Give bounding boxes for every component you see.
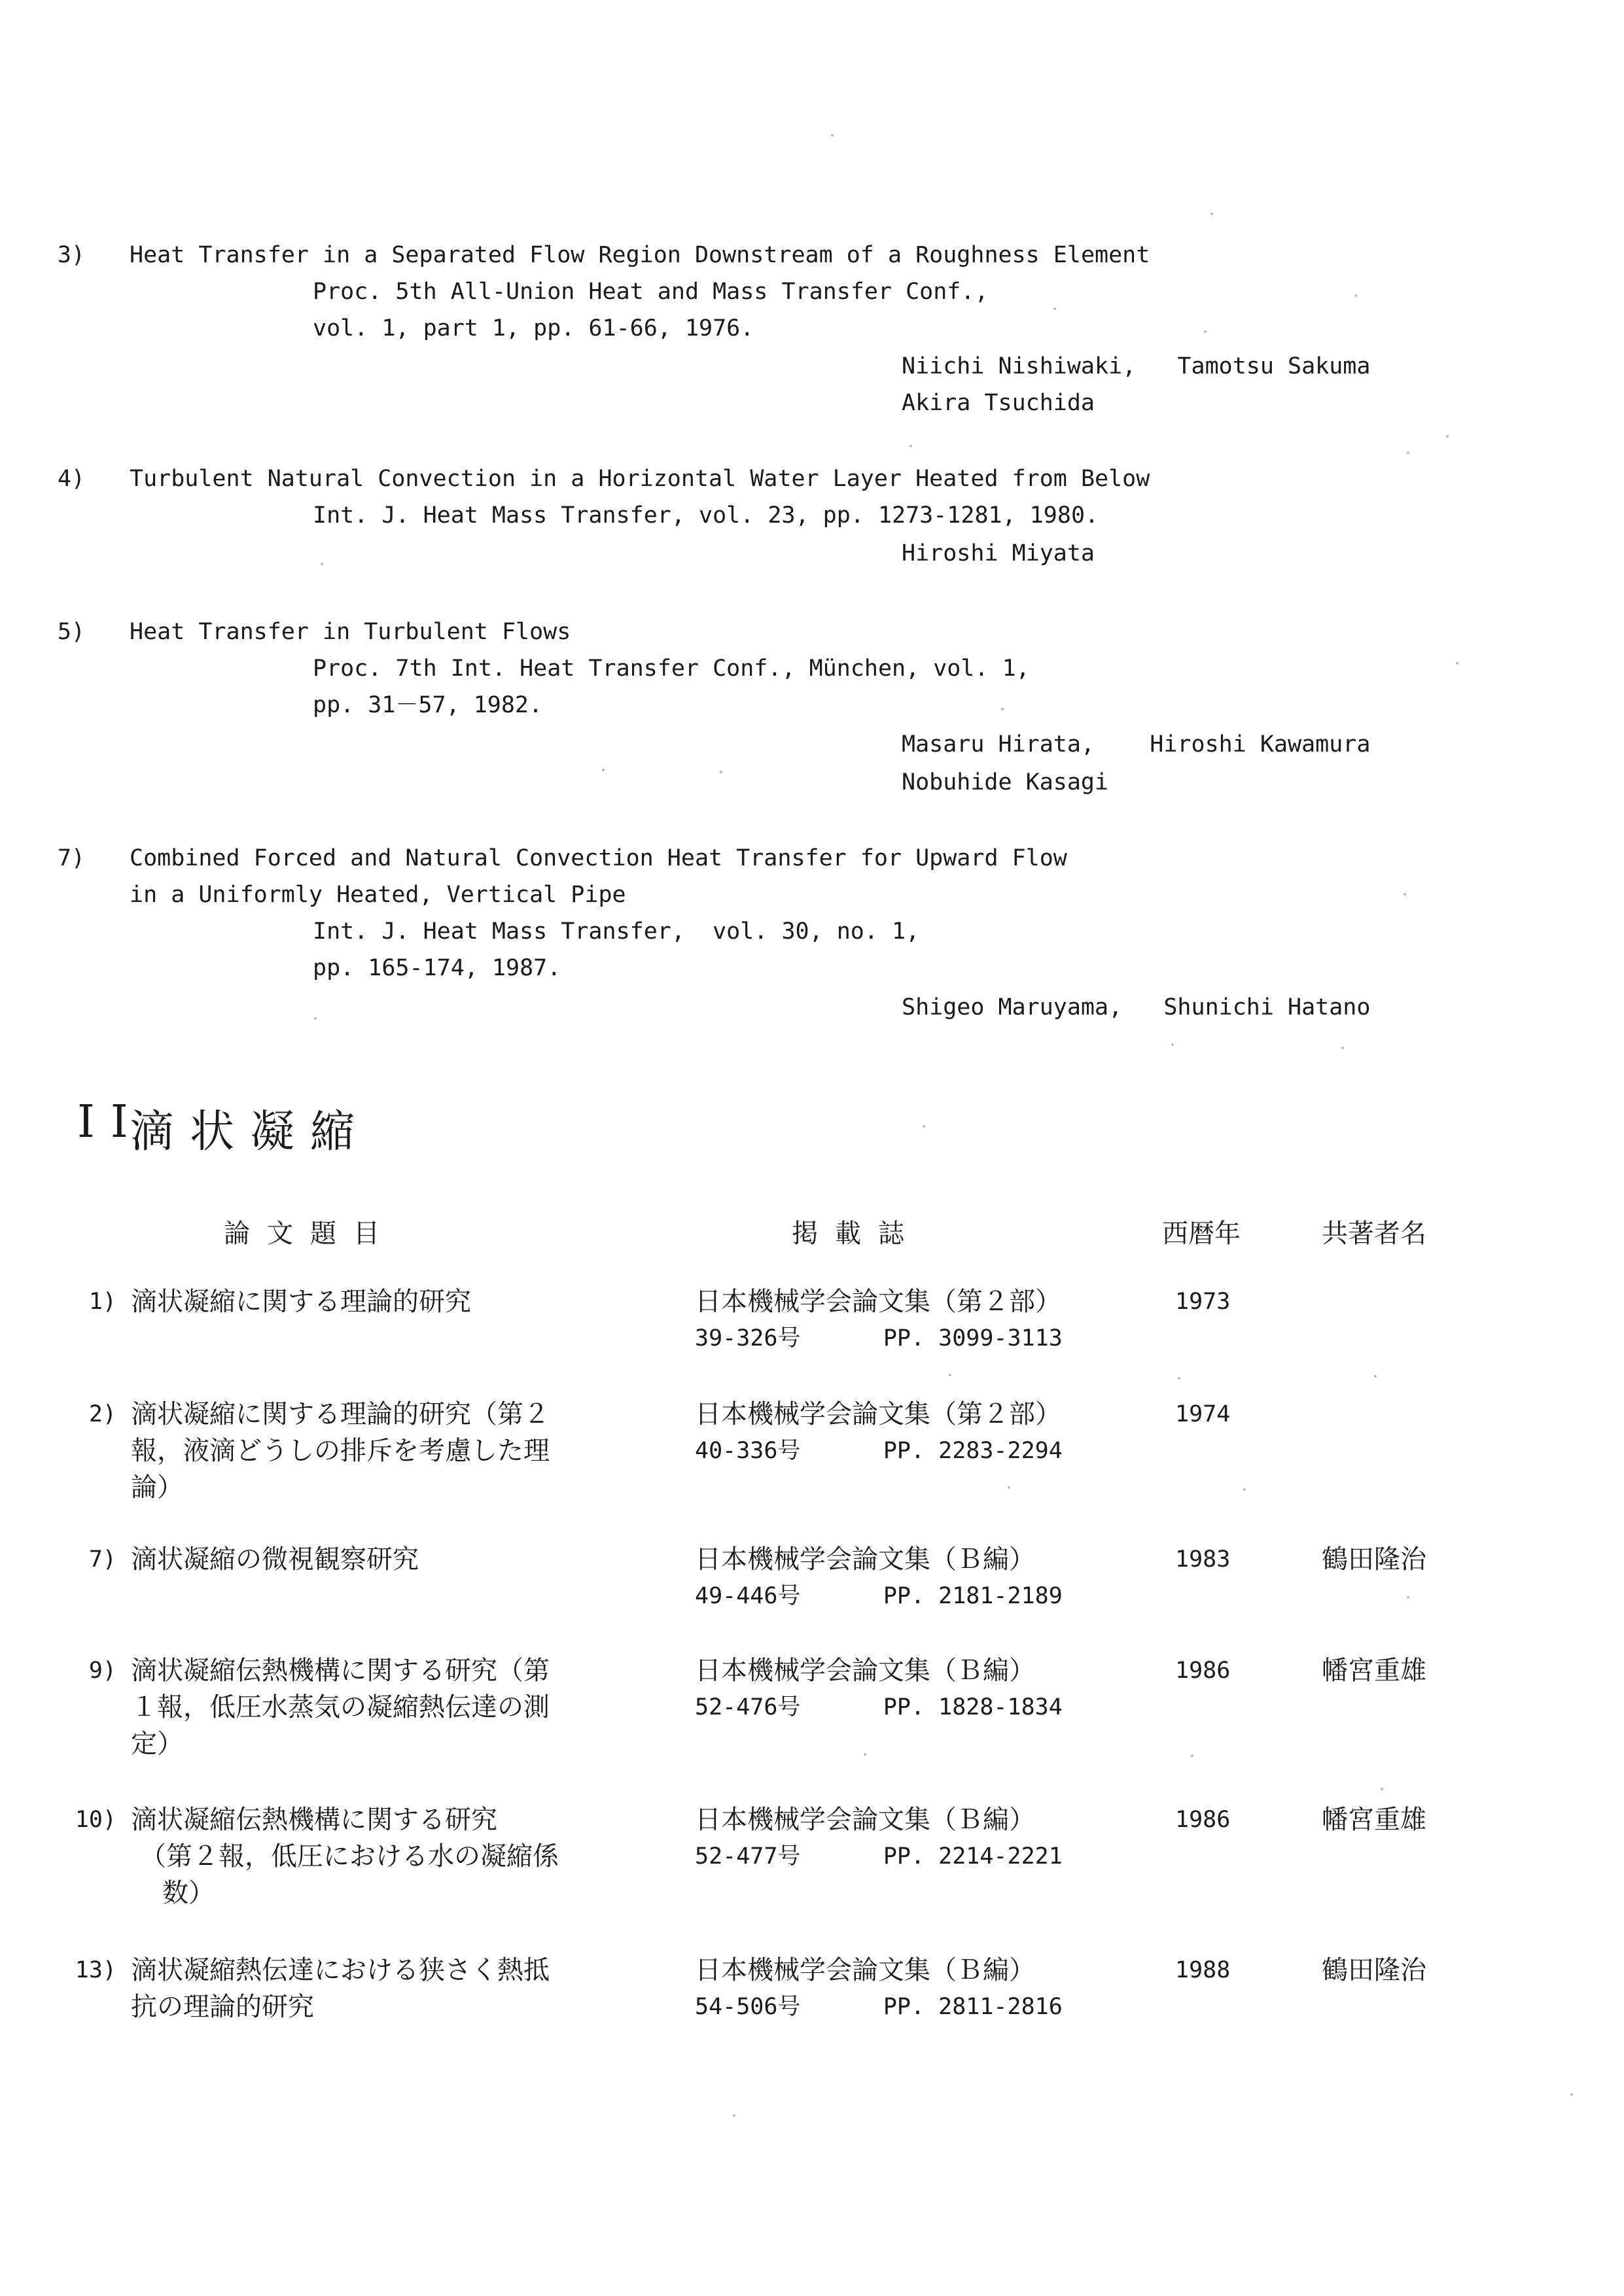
reference-number: 5) xyxy=(57,619,85,645)
reference-source: vol. 1, part 1, pp. 61-66, 1976. xyxy=(313,315,754,341)
reference-title: Turbulent Natural Convection in a Horizontal Water Layer Heated from Below xyxy=(130,466,1150,492)
reference-title: 滴状凝縮熱伝達における狭さく熱抵 xyxy=(131,1955,550,1985)
reference-title: 滴状凝縮に関する理論的研究（第２ xyxy=(131,1399,550,1429)
reference-number: 13) xyxy=(75,1957,116,1983)
scan-speck xyxy=(1407,1596,1409,1599)
reference-title: in a Uniformly Heated, Vertical Pipe xyxy=(130,882,626,908)
reference-authors: Nobuhide Kasagi xyxy=(902,769,1109,795)
reference-title: 論） xyxy=(131,1472,183,1503)
reference-journal-detail: 52-476号 PP. 1828-1834 xyxy=(695,1694,1063,1720)
scan-speck xyxy=(923,1125,925,1128)
section-title: 滴状凝縮 xyxy=(130,1106,371,1158)
reference-coauthor: 鶴田隆治 xyxy=(1322,1955,1426,1985)
scan-speck xyxy=(1008,1486,1010,1489)
reference-number: 4) xyxy=(57,466,85,492)
column-header-year: 西暦年 xyxy=(1162,1219,1241,1249)
reference-title: 数） xyxy=(162,1878,215,1908)
reference-number: 7) xyxy=(88,1546,116,1573)
reference-title: 滴状凝縮の微視観察研究 xyxy=(131,1544,419,1574)
section-number: II xyxy=(77,1096,144,1148)
reference-authors: Niichi Nishiwaki, Tamotsu Sakuma xyxy=(902,353,1371,379)
reference-authors: Shigeo Maruyama, Shunichi Hatano xyxy=(902,994,1371,1020)
reference-source: pp. 31－57, 1982. xyxy=(313,692,543,718)
reference-coauthor: 鶴田隆治 xyxy=(1322,1544,1426,1574)
reference-title: （第２報，低圧における水の凝縮係 xyxy=(140,1841,559,1871)
reference-title: 滴状凝縮伝熱機構に関する研究（第 xyxy=(131,1656,550,1686)
reference-coauthor: 幡宮重雄 xyxy=(1322,1656,1426,1686)
reference-journal-detail: 52-477号 PP. 2214-2221 xyxy=(695,1843,1063,1870)
scan-speck xyxy=(1354,294,1357,297)
column-header-journal: 掲載誌 xyxy=(792,1219,921,1249)
reference-source: Proc. 7th Int. Heat Transfer Conf., München, vol. 1, xyxy=(313,655,1030,682)
reference-year: 1986 xyxy=(1175,1807,1231,1833)
scan-speck xyxy=(1243,1488,1246,1491)
column-header-coauthors: 共著者名 xyxy=(1322,1219,1426,1249)
scan-speck xyxy=(1191,1754,1193,1757)
reference-journal-detail: 39-326号 PP. 3099-3113 xyxy=(695,1325,1063,1351)
reference-title: Heat Transfer in Turbulent Flows xyxy=(130,619,571,645)
reference-title: １報，低圧水蒸気の凝縮熱伝達の測 xyxy=(131,1692,550,1722)
reference-coauthor: 幡宮重雄 xyxy=(1322,1805,1426,1835)
scan-speck xyxy=(314,1017,317,1020)
reference-source: Int. J. Heat Mass Transfer, vol. 23, pp. 1273-1281, 1980. xyxy=(313,502,1099,529)
reference-journal-detail: 40-336号 PP. 2283-2294 xyxy=(695,1438,1063,1464)
reference-title: 滴状凝縮伝熱機構に関する研究 xyxy=(131,1805,497,1835)
scan-speck xyxy=(949,1374,951,1376)
reference-year: 1986 xyxy=(1175,1658,1231,1684)
reference-title: 定） xyxy=(131,1729,183,1759)
scan-speck xyxy=(864,1753,866,1756)
reference-number: 1) xyxy=(88,1289,116,1315)
scan-speck xyxy=(602,769,605,771)
scan-speck xyxy=(1446,435,1449,438)
reference-year: 1988 xyxy=(1175,1957,1231,1983)
reference-authors: Akira Tsuchida xyxy=(902,390,1095,416)
column-header-title: 論文題目 xyxy=(224,1219,397,1249)
reference-title: 滴状凝縮に関する理論的研究 xyxy=(131,1287,471,1317)
reference-journal-detail: 54-506号 PP. 2811-2816 xyxy=(695,1994,1063,2020)
scan-speck xyxy=(1570,2093,1573,2096)
reference-title: Heat Transfer in a Separated Flow Region Downstream of a Roughness Element xyxy=(130,242,1150,268)
reference-journal: 日本機械学会論文集（第２部） xyxy=(695,1399,1061,1429)
scan-speck xyxy=(1403,893,1406,896)
reference-number: 2) xyxy=(88,1401,116,1427)
reference-journal: 日本機械学会論文集（Ｂ編） xyxy=(695,1656,1035,1686)
reference-number: 9) xyxy=(88,1658,116,1684)
reference-source: Proc. 5th All-Union Heat and Mass Transfer Conf., xyxy=(313,279,989,305)
scan-speck xyxy=(1053,307,1056,310)
reference-number: 3) xyxy=(57,242,85,268)
reference-source: Int. J. Heat Mass Transfer, vol. 30, no. 1, xyxy=(313,918,920,945)
scan-speck xyxy=(1456,662,1458,665)
reference-number: 10) xyxy=(75,1807,116,1833)
scan-speck xyxy=(1210,213,1213,215)
reference-journal: 日本機械学会論文集（Ｂ編） xyxy=(695,1544,1035,1574)
reference-source: pp. 165-174, 1987. xyxy=(313,955,561,981)
scan-speck xyxy=(321,563,323,565)
reference-title: 報，液滴どうしの排斥を考慮した理 xyxy=(131,1436,550,1466)
reference-journal: 日本機械学会論文集（Ｂ編） xyxy=(695,1805,1035,1835)
reference-year: 1973 xyxy=(1175,1289,1231,1315)
scan-speck xyxy=(909,445,912,447)
scan-speck xyxy=(1381,1788,1383,1790)
scan-speck xyxy=(831,134,834,137)
scan-speck xyxy=(1204,330,1207,333)
reference-authors: Masaru Hirata, Hiroshi Kawamura xyxy=(902,731,1371,757)
scan-speck xyxy=(1171,1043,1174,1046)
scan-speck xyxy=(733,2114,735,2117)
scan-speck xyxy=(1001,708,1004,710)
reference-number: 7) xyxy=(57,845,85,871)
reference-authors: Hiroshi Miyata xyxy=(902,540,1095,566)
reference-journal: 日本機械学会論文集（第２部） xyxy=(695,1287,1061,1317)
reference-journal: 日本機械学会論文集（Ｂ編） xyxy=(695,1955,1035,1985)
reference-year: 1983 xyxy=(1175,1546,1231,1573)
reference-title: Combined Forced and Natural Convection Heat Transfer for Upward Flow xyxy=(130,845,1067,871)
scan-speck xyxy=(1341,1047,1344,1049)
scan-speck xyxy=(720,771,722,773)
reference-title: 抗の理論的研究 xyxy=(131,1992,314,2022)
reference-journal-detail: 49-446号 PP. 2181-2189 xyxy=(695,1583,1063,1609)
reference-year: 1974 xyxy=(1175,1401,1231,1427)
scan-speck xyxy=(1178,1377,1180,1380)
scan-speck xyxy=(1374,1375,1377,1378)
scan-speck xyxy=(1407,451,1409,454)
